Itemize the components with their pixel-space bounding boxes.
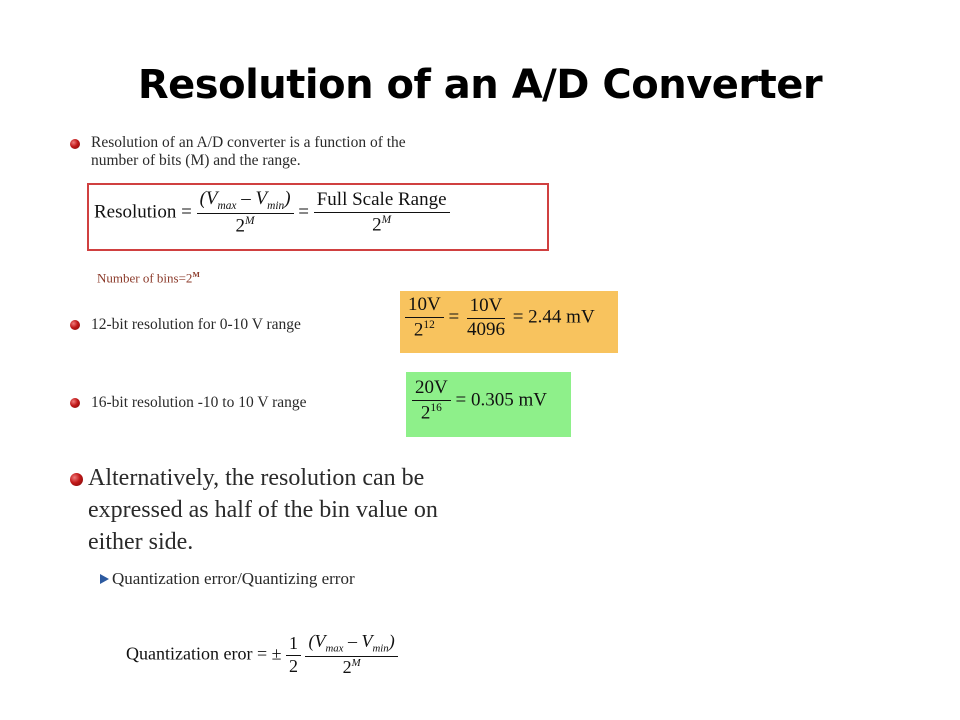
resolution-formula	[94, 189, 450, 238]
formula-lhs: Resolution =	[94, 201, 192, 223]
bullet-line: Alternatively, the resolution can be	[88, 465, 425, 491]
fraction: $\frac{20V}{2^{16}}$	[412, 378, 451, 424]
formula-12bit: $\frac{10V}{2^{12}}$ = $\frac{10V}{4096}$ = 2.44 mV	[405, 295, 595, 341]
bullet-line: either side.	[88, 529, 194, 555]
fraction: $\frac{10V}{2^{12}}$	[405, 295, 444, 341]
bullet-text-resolution-function	[91, 134, 406, 170]
bullet-icon	[70, 473, 83, 486]
quantization-error-formula	[126, 632, 398, 678]
formula-lhs: Quantization eror = ±	[126, 643, 282, 664]
bullet-icon	[70, 320, 80, 330]
bullet-line: Resolution of an A/D converter is a function of the	[91, 134, 406, 151]
number-of-bins-label: Number of $bins=2^M$	[97, 270, 200, 286]
bullet-text-12bit: 12-bit resolution for 0-10 V range	[91, 316, 301, 333]
sub-bullet-arrow-icon	[100, 574, 109, 584]
fraction: $\frac{(V_{max} - V_{min})}{2^M}$	[305, 632, 397, 678]
bullet-line: expressed as half of the bin value on	[88, 497, 438, 523]
bullet-line: number of bits (M) and the range.	[91, 152, 301, 169]
fraction: $\frac{1}{2}$	[286, 634, 301, 677]
formula-16bit	[412, 378, 547, 424]
result-value: = 0.305 mV	[455, 389, 547, 411]
result-value: = 2.44 mV	[512, 306, 595, 328]
bullet-text-16bit: 16-bit resolution -10 to 10 V range	[91, 394, 307, 411]
fraction: $\frac{(V_{max} - V_{min})}{2^M}$	[197, 189, 294, 238]
fraction: $\frac{10V}{4096}$	[466, 294, 505, 340]
bullet-icon	[70, 139, 80, 149]
bullet-text-alternatively	[88, 462, 438, 558]
fraction: $\frac{\text{Full Scale Range}}{2^M}$	[314, 190, 450, 236]
bullet-icon	[70, 398, 80, 408]
sub-bullet-text: Quantization error/Quantizing error	[112, 569, 355, 588]
equals-sign: =	[298, 201, 309, 223]
slide-title: Resolution of an A/D Converter	[137, 62, 823, 108]
